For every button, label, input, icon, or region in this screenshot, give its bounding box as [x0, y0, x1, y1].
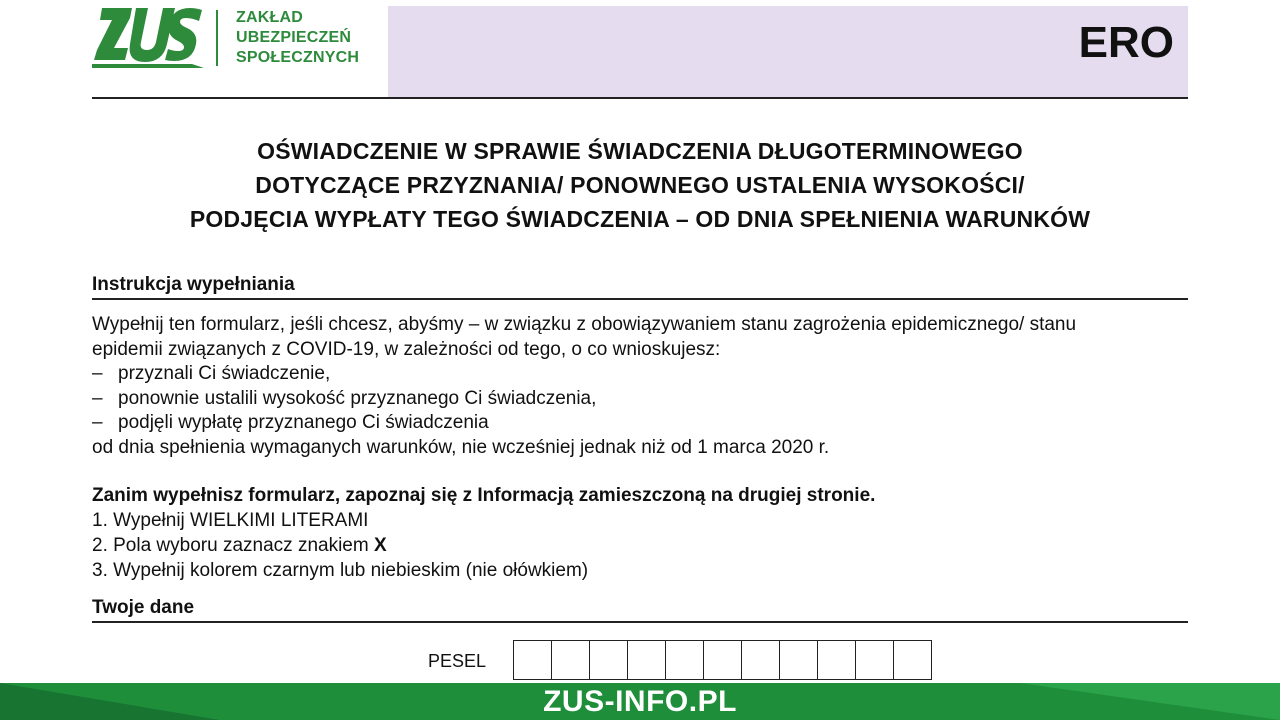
zus-logo	[92, 6, 382, 68]
bullet-text: podjęli wypłatę przyznanego Ci świadczenia	[118, 412, 489, 433]
pesel-digit-box[interactable]	[856, 641, 894, 679]
bullet-text: przyznali Ci świadczenie,	[118, 363, 331, 384]
pesel-digit-box[interactable]	[742, 641, 780, 679]
form-code: ERO	[1078, 18, 1174, 67]
instructions-divider	[92, 298, 1188, 300]
form-title-line-1: OŚWIADCZENIE W SPRAWIE ŚWIADCZENIA DŁUGOTERMINOWEGO	[257, 138, 1023, 164]
pesel-label: PESEL	[428, 651, 487, 671]
step-2-text: 2. Pola wyboru zaznacz znakiem	[92, 535, 374, 556]
intro-line-2: epidemii związanych z COVID-19, w zależności od tego, o co wnioskujesz:	[92, 338, 721, 360]
form-title-line-2: DOTYCZĄCE PRZYZNANIA/ PONOWNEGO USTALENIA WYSOKOŚCI/	[255, 172, 1025, 198]
fill-steps	[92, 483, 1192, 583]
bullet-item	[92, 387, 1192, 412]
bullet-dash: –	[92, 412, 103, 433]
form-title-line-3: PODJĘCIA WYPŁATY TEGO ŚWIADCZENIA – OD DNIA SPEŁNIENIA WARUNKÓW	[189, 206, 1091, 232]
footer-banner	[0, 683, 1280, 720]
step-2	[92, 533, 1192, 558]
zus-logo-icon	[92, 6, 204, 68]
pesel-digit-box[interactable]	[514, 641, 552, 679]
pesel-field[interactable]	[513, 640, 932, 680]
step-1: 1. Wypełnij WIELKIMI LITERAMI	[92, 510, 369, 531]
x-mark: X	[373, 535, 387, 556]
bullet-dash: –	[92, 387, 103, 409]
personal-heading: Twoje dane	[92, 597, 195, 618]
header-divider	[92, 97, 1188, 99]
personal-divider	[92, 621, 1188, 623]
logo-line-2: UBEZPIECZEŃ	[236, 29, 352, 46]
pesel-digit-box[interactable]	[894, 641, 931, 679]
logo-wordmark	[236, 8, 359, 68]
pesel-digit-box[interactable]	[552, 641, 590, 679]
pesel-digit-box[interactable]	[780, 641, 818, 679]
intro-line-1: Wypełnij ten formularz, jeśli chcesz, abyśmy – w związku z obowiązywaniem stanu zagrożenia epidemicznego/ stanu	[92, 314, 1077, 335]
form-code-box	[388, 6, 1188, 97]
bullet-text: ponownie ustalili wysokość przyznanego Ci świadczenia,	[118, 387, 597, 409]
notice-line: Zanim wypełnisz formularz, zapoznaj się z Informacją zamieszczoną na drugiej stronie.	[92, 485, 876, 506]
form-title	[92, 134, 1188, 236]
footer-site-name: ZUS-INFO.PL	[543, 685, 737, 718]
pesel-digit-box[interactable]	[704, 641, 742, 679]
bullet-item	[92, 362, 1192, 387]
bullet-dash: –	[92, 363, 103, 384]
pesel-digit-box[interactable]	[818, 641, 856, 679]
bullet-item	[92, 411, 1192, 436]
logo-divider	[216, 10, 218, 66]
instructions-heading: Instrukcja wypełniania	[92, 274, 295, 295]
logo-line-3: SPOŁECZNYCH	[236, 49, 360, 66]
pesel-digit-box[interactable]	[590, 641, 628, 679]
instructions-body	[92, 313, 1192, 460]
outro-line: od dnia spełnienia wymaganych warunków, nie wcześniej jednak niż od 1 marca 2020 r.	[92, 436, 830, 458]
step-3: 3. Wypełnij kolorem czarnym lub niebieskim (nie ołówkiem)	[92, 560, 589, 581]
pesel-digit-box[interactable]	[666, 641, 704, 679]
logo-line-1: ZAKŁAD	[236, 9, 303, 26]
pesel-digit-box[interactable]	[628, 641, 666, 679]
